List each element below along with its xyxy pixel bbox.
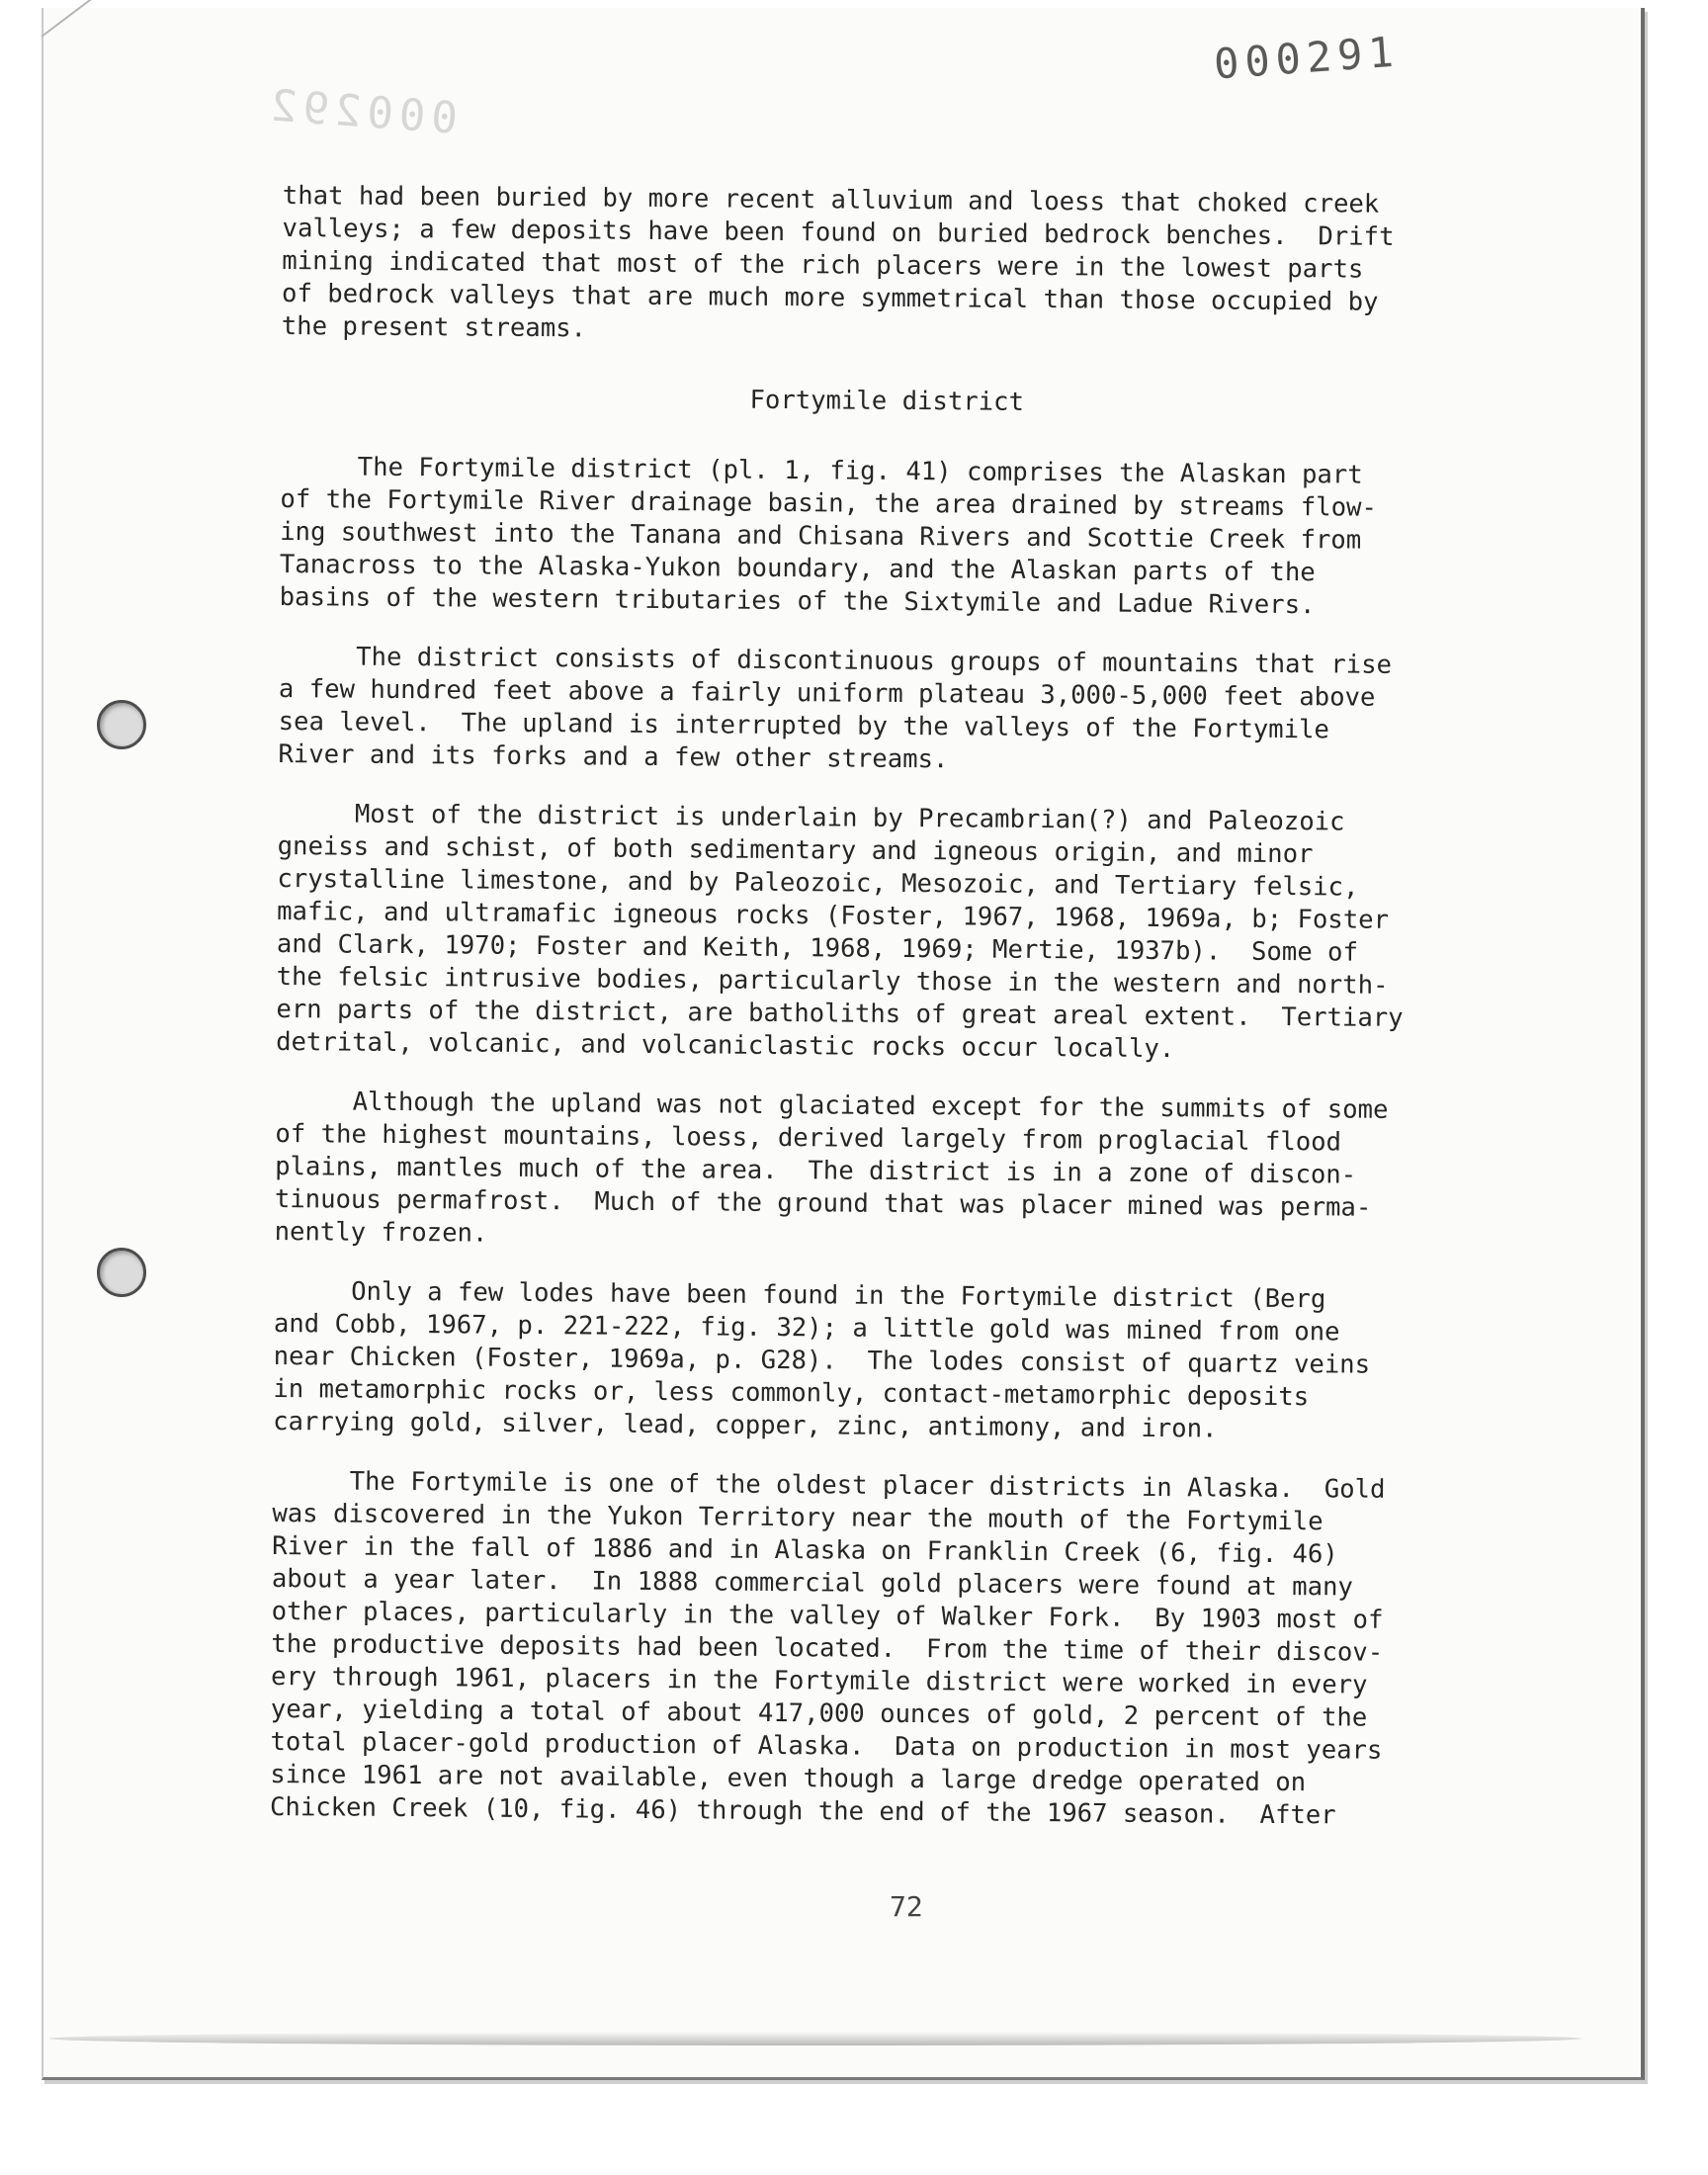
text-line: basins of the western tributaries of the Sixtymile and Ladue Rivers. bbox=[279, 581, 1316, 621]
text-line: tinuous permafrost. Much of the ground that was placer mined was perma- bbox=[274, 1183, 1372, 1223]
text-line: of the Fortymile River drainage basin, the area drained by streams flow- bbox=[280, 483, 1377, 523]
paragraph bbox=[278, 641, 1491, 781]
text-line: plains, mantles much of the area. The district is in a zone of discon- bbox=[275, 1151, 1357, 1190]
document-body bbox=[270, 180, 1494, 1834]
page-number: 72 bbox=[890, 1890, 923, 1923]
text-line: crystalline limestone, and by Paleozoic, Mesozoic, and Tertiary felsic, bbox=[277, 863, 1359, 903]
punch-hole-icon bbox=[97, 1248, 146, 1297]
text-line: in metamorphic rocks or, less commonly, contact-metamorphic deposits bbox=[273, 1373, 1310, 1413]
text-line: sea level. The upland is interrupted by the valleys of the Fortymile bbox=[278, 706, 1329, 745]
text-line: of bedrock valleys that are much more symmetrical than those occupied by bbox=[281, 278, 1379, 317]
text-line: the present streams. bbox=[281, 310, 587, 344]
text-line: gneiss and schist, of both sedimentary and igneous origin, and minor bbox=[277, 830, 1314, 870]
paragraph bbox=[270, 1465, 1485, 1834]
text-line: that had been buried by more recent alluvium and loess that choked creek bbox=[282, 180, 1380, 219]
bleed-through-page-number: 000292 bbox=[263, 80, 460, 144]
text-line: was discovered in the Yukon Territory near the mouth of the Fortymile bbox=[272, 1498, 1324, 1537]
text-line: River in the fall of 1886 and in Alaska on Franklin Creek (6, fig. 46) bbox=[272, 1530, 1338, 1570]
text-line: and Clark, 1970; Foster and Keith, 1968, 1969; Mertie, 1937b). Some of bbox=[276, 928, 1359, 968]
punch-hole-icon bbox=[97, 700, 146, 749]
text-line: Although the upland was not glaciated except for the summits of some bbox=[352, 1087, 1389, 1125]
text-line: the felsic intrusive bodies, particularly those in the western and north- bbox=[276, 961, 1389, 1000]
text-line: total placer-gold production of Alaska. Data on production in most years bbox=[270, 1726, 1383, 1766]
text-line: valleys; a few deposits have been found on buried bedrock benches. Drift bbox=[282, 213, 1395, 252]
text-line: ery through 1961, placers in the Fortymile district were worked in every bbox=[270, 1661, 1368, 1700]
text-line: the productive deposits had been located. From the time of their discov- bbox=[271, 1628, 1384, 1668]
text-line: ern parts of the district, are batholiths of great areal extent. Tertiary bbox=[276, 994, 1404, 1033]
text-line: about a year later. In 1888 commercial gold placers were found at many bbox=[271, 1563, 1354, 1603]
text-line: Most of the district is underlain by Precambrian(?) and Paleozoic bbox=[354, 799, 1345, 837]
text-line: nently frozen. bbox=[274, 1216, 488, 1249]
text-line: The Fortymile is one of the oldest placer districts in Alaska. Gold bbox=[349, 1466, 1386, 1505]
text-line: and Cobb, 1967, p. 221-222, fig. 32); a little gold was mined from one bbox=[273, 1308, 1340, 1348]
paragraph bbox=[275, 1086, 1488, 1259]
section-heading: Fortymile district bbox=[749, 385, 1025, 417]
opening-paragraph bbox=[282, 180, 1494, 353]
text-line: The district consists of discontinuous groups of mountains that rise bbox=[356, 642, 1393, 680]
text-line: detrital, volcanic, and volcaniclastic rocks occur locally. bbox=[276, 1026, 1175, 1065]
text-line: a few hundred feet above a fairly uniform plateau 3,000-5,000 feet above bbox=[278, 673, 1376, 713]
text-line: mafic, and ultramafic igneous rocks (Foster, 1967, 1968, 1969a, b; Foster bbox=[277, 896, 1390, 935]
text-line: Only a few lodes have been found in the Fortymile district (Berg bbox=[351, 1276, 1326, 1315]
text-line: other places, particularly in the valley of Walker Fork. By 1903 most of bbox=[271, 1596, 1384, 1635]
paragraph bbox=[280, 451, 1493, 624]
text-line: mining indicated that most of the rich placers were in the lowest parts bbox=[282, 245, 1364, 285]
text-line: of the highest mountains, loess, derived largely from proglacial flood bbox=[275, 1118, 1342, 1158]
text-line: year, yielding a total of about 417,000 ounces of gold, 2 percent of the bbox=[270, 1694, 1368, 1733]
document-stamp-number: 000291 bbox=[1212, 27, 1402, 89]
text-line: Chicken Creek (10, fig. 46) through the end of the 1967 season. After bbox=[269, 1791, 1336, 1831]
text-line: carrying gold, silver, lead, copper, zinc, antimony, and iron. bbox=[273, 1406, 1218, 1444]
paragraph bbox=[273, 1275, 1486, 1448]
text-line: ing southwest into the Tanana and Chisana Rivers and Scottie Creek from bbox=[280, 516, 1362, 556]
text-line: River and its forks and a few other streams. bbox=[278, 739, 949, 775]
page-curl-shadow bbox=[49, 2032, 1581, 2045]
text-line: since 1961 are not available, even though a large dredge operated on bbox=[270, 1759, 1307, 1798]
text-line: near Chicken (Foster, 1969a, p. G28). The lodes consist of quartz veins bbox=[273, 1341, 1371, 1380]
paragraph bbox=[276, 798, 1490, 1069]
text-line: The Fortymile district (pl. 1, fig. 41) comprises the Alaskan part bbox=[357, 452, 1363, 490]
text-line: Tanacross to the Alaska-Yukon boundary, and the Alaskan parts of the bbox=[279, 549, 1316, 588]
